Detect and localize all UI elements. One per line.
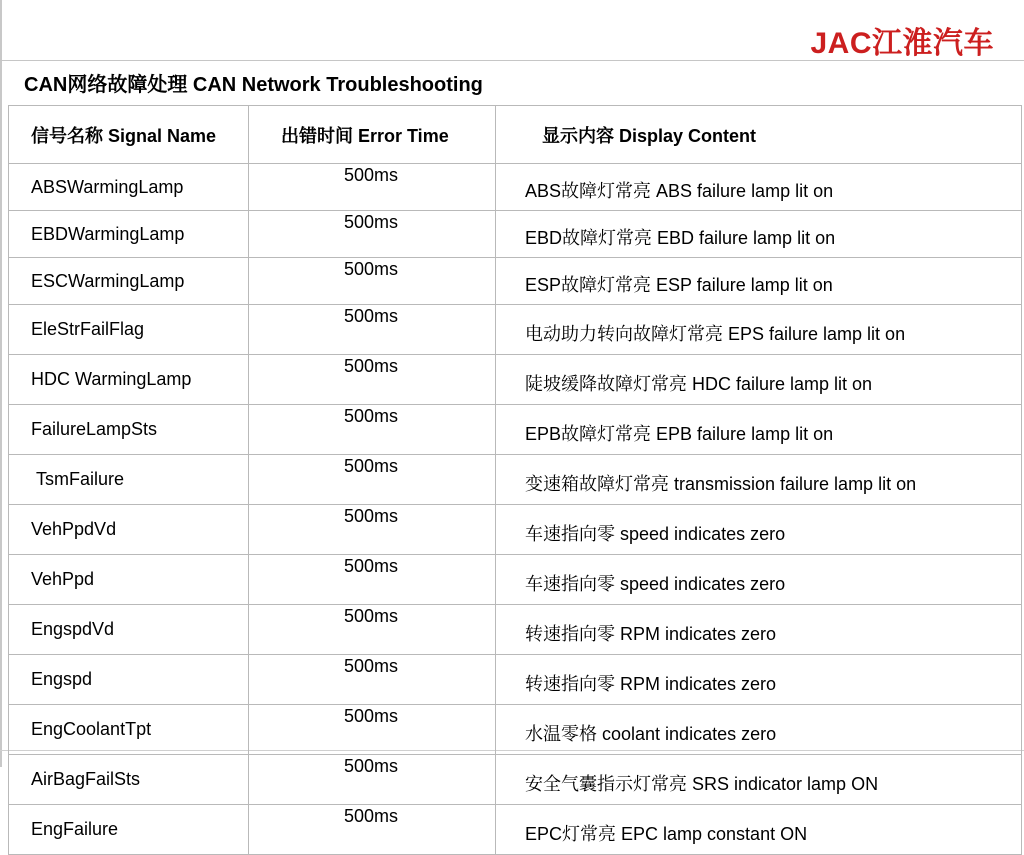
table-row: [9, 705, 1022, 755]
signal-name-cell: EBDWarmingLamp: [9, 211, 249, 258]
error-time-cell: 500ms: [249, 455, 496, 505]
signal-name-cell: FailureLampSts: [9, 405, 249, 455]
display-content-cell: 变速箱故障灯常亮 transmission failure lamp lit on: [496, 455, 1022, 505]
error-time-cell: 500ms: [249, 655, 496, 705]
left-border-line: [0, 0, 2, 767]
signal-name-cell: AirBagFailSts: [9, 755, 249, 805]
display-content-cell: EBD故障灯常亮 EBD failure lamp lit on: [496, 211, 1022, 258]
error-time-cell: 500ms: [249, 555, 496, 605]
table-row: [9, 211, 1022, 258]
error-time-cell: 500ms: [249, 164, 496, 211]
display-content-cell: ESP故障灯常亮 ESP failure lamp lit on: [496, 258, 1022, 305]
display-content-cell: ABS故障灯常亮 ABS failure lamp lit on: [496, 164, 1022, 211]
display-content-cell: 车速指向零 speed indicates zero: [496, 505, 1022, 555]
jac-logo: JAC江淮汽车: [810, 27, 994, 60]
table-row: [9, 755, 1022, 805]
signal-name-cell: VehPpd: [9, 555, 249, 605]
signal-name-cell: ABSWarmingLamp: [9, 164, 249, 211]
error-time-cell: 500ms: [249, 505, 496, 555]
display-content-cell: 车速指向零 speed indicates zero: [496, 555, 1022, 605]
table-row: [9, 405, 1022, 455]
display-content-cell: 转速指向零 RPM indicates zero: [496, 655, 1022, 705]
table-row: [9, 805, 1022, 855]
error-time-cell: 500ms: [249, 305, 496, 355]
table-row: [9, 455, 1022, 505]
error-time-cell: 500ms: [249, 355, 496, 405]
table-row: [9, 605, 1022, 655]
signal-table: [8, 105, 1022, 855]
signal-name-cell: VehPpdVd: [9, 505, 249, 555]
table-row: [9, 555, 1022, 605]
signal-name-cell: TsmFailure: [9, 455, 249, 505]
slide-title: CAN网络故障处理 CAN Network Troubleshooting: [24, 74, 483, 96]
error-time-cell: 500ms: [249, 211, 496, 258]
signal-name-cell: EngFailure: [9, 805, 249, 855]
table-row: [9, 164, 1022, 211]
table-row: [9, 305, 1022, 355]
error-time-cell: 500ms: [249, 755, 496, 805]
header-display-content: 显示内容 Display Content: [496, 106, 1022, 164]
error-time-cell: 500ms: [249, 405, 496, 455]
table-row: [9, 505, 1022, 555]
signal-name-cell: EleStrFailFlag: [9, 305, 249, 355]
signal-name-cell: HDC WarmingLamp: [9, 355, 249, 405]
display-content-cell: 转速指向零 RPM indicates zero: [496, 605, 1022, 655]
error-time-cell: 500ms: [249, 605, 496, 655]
display-content-cell: 电动助力转向故障灯常亮 EPS failure lamp lit on: [496, 305, 1022, 355]
display-content-cell: 安全气囊指示灯常亮 SRS indicator lamp ON: [496, 755, 1022, 805]
error-time-cell: 500ms: [249, 258, 496, 305]
header-error-time: 出错时间 Error Time: [249, 106, 496, 164]
display-content-cell: EPB故障灯常亮 EPB failure lamp lit on: [496, 405, 1022, 455]
table-header-row: [9, 106, 1022, 164]
table-row: [9, 655, 1022, 705]
signal-name-cell: EngspdVd: [9, 605, 249, 655]
display-content-cell: 水温零格 coolant indicates zero: [496, 705, 1022, 755]
header-signal-name: 信号名称 Signal Name: [9, 106, 249, 164]
display-content-cell: EPC灯常亮 EPC lamp constant ON: [496, 805, 1022, 855]
signal-name-cell: Engspd: [9, 655, 249, 705]
signal-name-cell: EngCoolantTpt: [9, 705, 249, 755]
table-row: [9, 355, 1022, 405]
error-time-cell: 500ms: [249, 805, 496, 855]
signal-name-cell: ESCWarmingLamp: [9, 258, 249, 305]
error-time-cell: 500ms: [249, 705, 496, 755]
display-content-cell: 陡坡缓降故障灯常亮 HDC failure lamp lit on: [496, 355, 1022, 405]
table-row: [9, 258, 1022, 305]
